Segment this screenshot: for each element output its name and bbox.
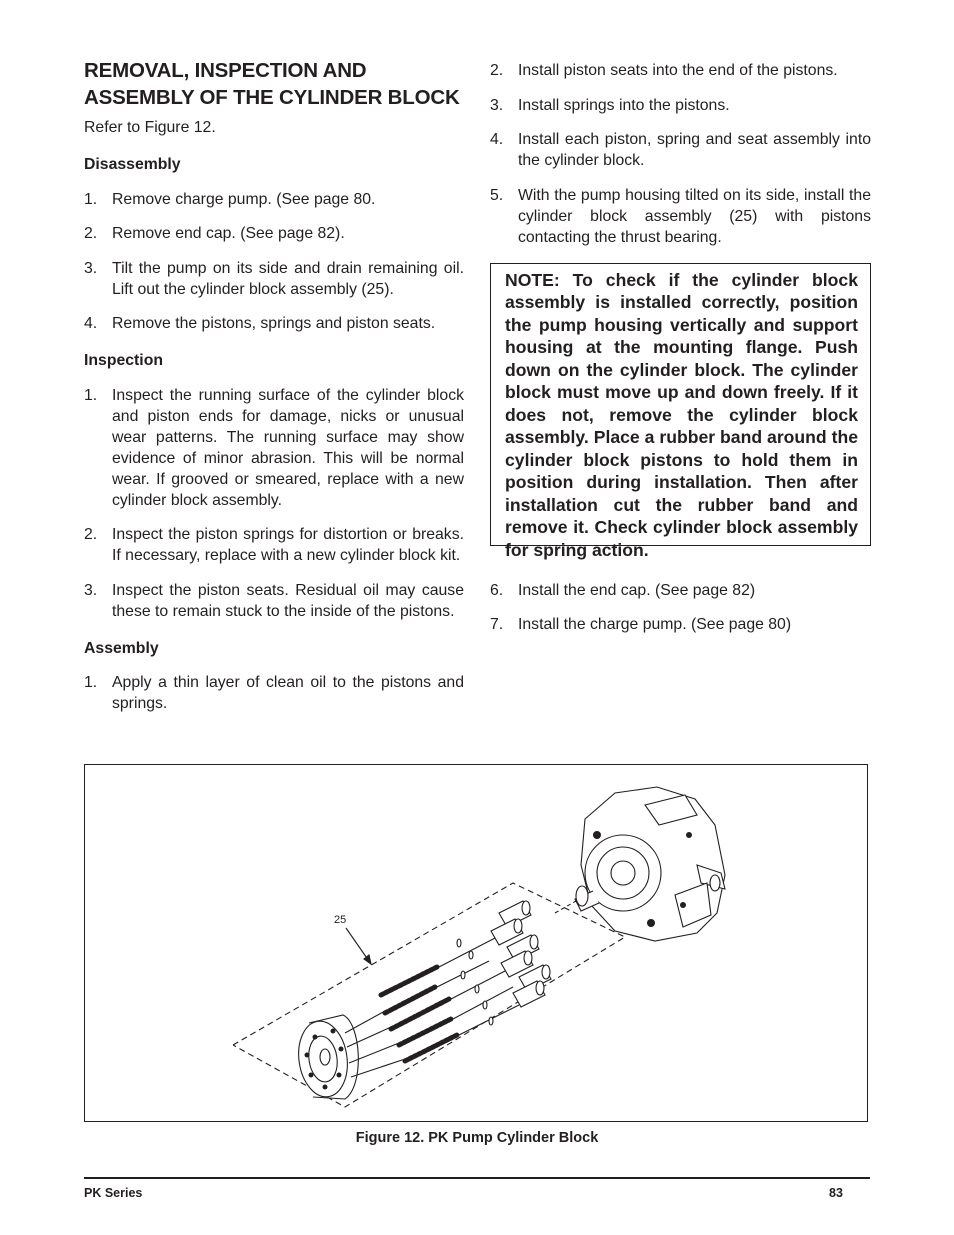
step-text: Install each piston, spring and seat assembly into the cylinder block. bbox=[518, 131, 871, 169]
disassembly-list bbox=[84, 189, 464, 335]
list-item bbox=[490, 60, 871, 81]
step-number: 2. bbox=[84, 225, 98, 242]
step-number: 3. bbox=[490, 96, 504, 114]
list-item bbox=[490, 185, 871, 248]
callout-25: 25 bbox=[334, 914, 347, 926]
assembly-list-final bbox=[490, 580, 871, 636]
list-item bbox=[490, 614, 871, 635]
assembly-list-start bbox=[84, 672, 464, 714]
step-number: 5. bbox=[490, 186, 504, 204]
step-number: 4. bbox=[490, 131, 504, 148]
right-column bbox=[490, 60, 871, 635]
disassembly-heading: Disassembly bbox=[84, 156, 181, 173]
list-item bbox=[84, 524, 464, 566]
step-number: 4. bbox=[84, 315, 98, 332]
step-text: Inspect the piston seats. Residual oil may cause these to remain stuck to the inside of the pistons. bbox=[112, 581, 464, 620]
list-item bbox=[490, 95, 871, 116]
step-text: Install the charge pump. (See page 80) bbox=[518, 616, 792, 633]
left-column bbox=[84, 58, 464, 714]
step-text: Remove the pistons, springs and piston seats. bbox=[112, 315, 436, 332]
list-item bbox=[490, 580, 871, 601]
list-item bbox=[84, 672, 464, 714]
page-number: 83 bbox=[829, 1186, 843, 1200]
step-number: 1. bbox=[84, 386, 98, 404]
intro-text: Refer to Figure 12. bbox=[84, 119, 216, 136]
step-number: 3. bbox=[84, 581, 98, 599]
figure-12-frame bbox=[84, 764, 868, 1122]
step-text: Remove end cap. (See page 82). bbox=[112, 225, 345, 242]
list-item bbox=[84, 189, 464, 210]
list-item bbox=[84, 313, 464, 334]
step-text: Inspect the running surface of the cylinder block and piston ends for damage, nicks or unusual wear patterns. The running surface may show evidence of minor abrasion. This will be normal wear. If grooved or smeared, replace with a new cylinder block assembly. bbox=[112, 386, 464, 509]
inspection-list bbox=[84, 385, 464, 622]
list-item bbox=[84, 223, 464, 244]
inspection-heading: Inspection bbox=[84, 352, 163, 369]
note-box: NOTE: To check if the cylinder block assembly is installed correctly, position the pump housing vertically and support housing at the mounting flange. Push down on the cylinder block. The cylinder block must move up and down freely. If it does not, remove the cylinder block assembly. Place a rubber band around the cylinder block pistons to hold them in position during installation. Then after installation cut the rubber band and remove it. Check cylinder block assembly for spring action. bbox=[490, 263, 871, 546]
figure-caption: Figure 12. PK Pump Cylinder Block bbox=[355, 1130, 599, 1146]
step-text: Install springs into the pistons. bbox=[518, 96, 730, 114]
list-item bbox=[490, 129, 871, 171]
pump-cylinder-block-illustration bbox=[85, 765, 869, 1123]
footer-series: PK Series bbox=[84, 1186, 143, 1200]
step-text: Install piston seats into the end of the pistons. bbox=[518, 62, 838, 79]
step-number: 3. bbox=[84, 259, 98, 277]
assembly-list-continued bbox=[490, 60, 871, 248]
step-text: With the pump housing tilted on its side, install the cylinder block assembly (25) with pistons contacting the thrust bearing. bbox=[518, 186, 871, 246]
step-text: Apply a thin layer of clean oil to the pistons and springs. bbox=[112, 674, 464, 712]
step-number: 2. bbox=[490, 62, 504, 79]
list-item bbox=[84, 580, 464, 622]
step-text: Tilt the pump on its side and drain remaining oil. Lift out the cylinder block assembly (25). bbox=[112, 259, 464, 298]
step-number: 7. bbox=[490, 616, 504, 633]
list-item bbox=[84, 258, 464, 300]
section-title: REMOVAL, INSPECTION AND ASSEMBLY OF THE CYLINDER BLOCK bbox=[84, 59, 460, 109]
assembly-heading: Assembly bbox=[84, 639, 159, 657]
step-text: Install the end cap. (See page 82) bbox=[518, 581, 756, 599]
list-item bbox=[84, 385, 464, 511]
footer-divider bbox=[84, 1177, 870, 1179]
step-number: 2. bbox=[84, 526, 98, 543]
step-number: 6. bbox=[490, 581, 504, 599]
step-text: Remove charge pump. (See page 80. bbox=[112, 190, 376, 208]
step-text: Inspect the piston springs for distortion or breaks. If necessary, replace with a new cylinder block kit. bbox=[112, 526, 464, 564]
step-number: 1. bbox=[84, 190, 98, 208]
step-number: 1. bbox=[84, 674, 98, 691]
